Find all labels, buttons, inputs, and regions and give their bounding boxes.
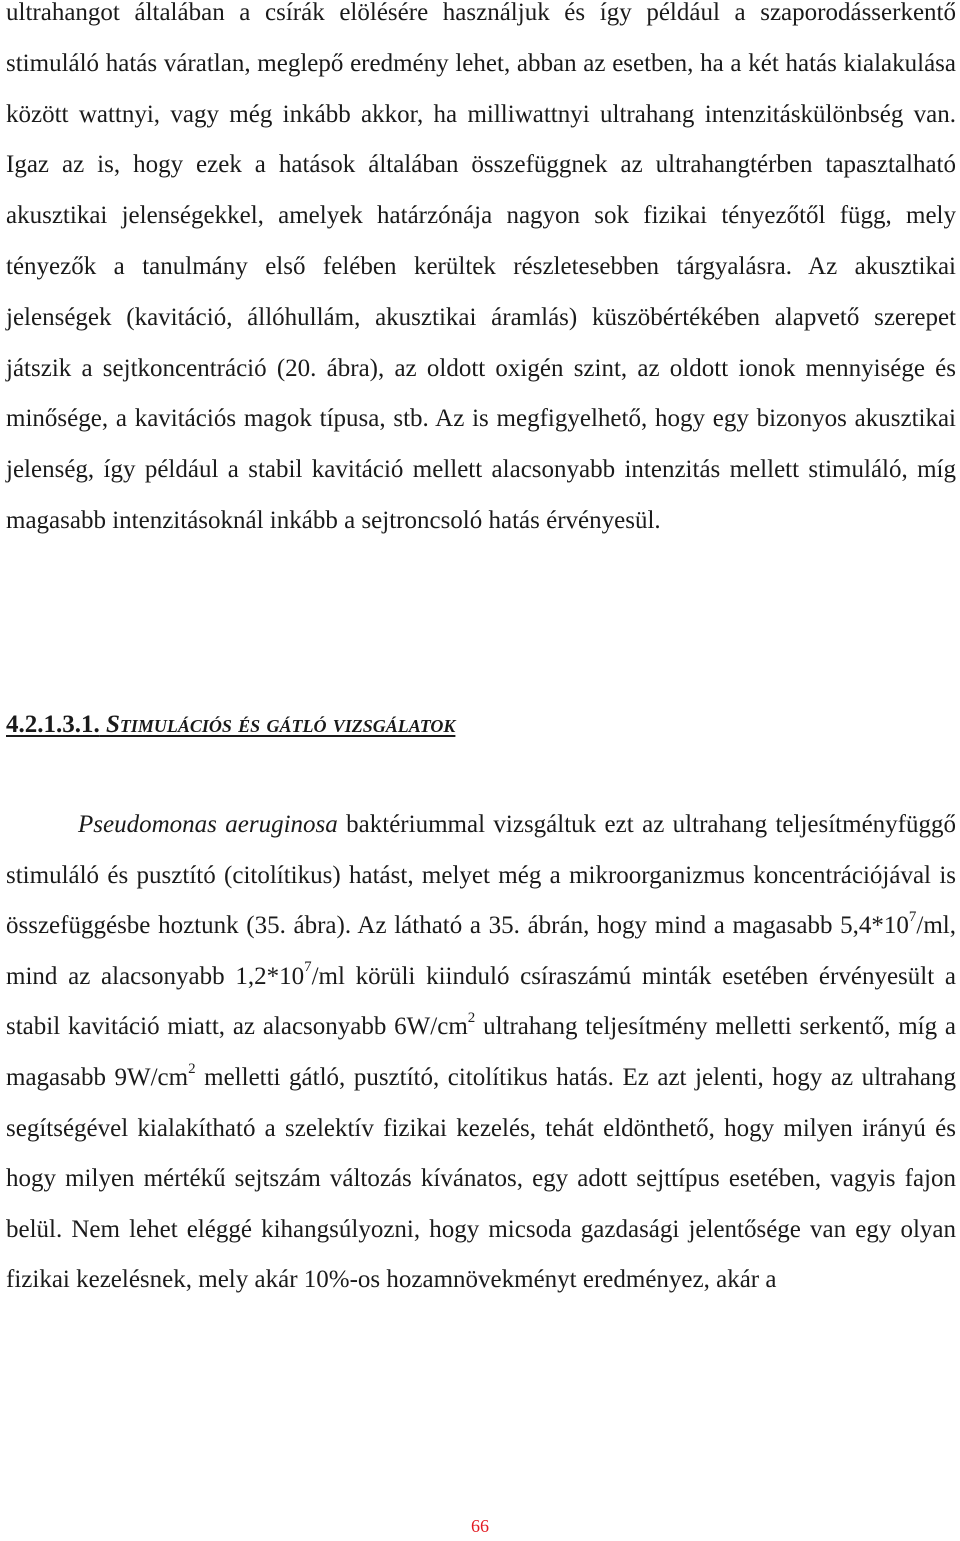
section-title: Stimulációs és gátló vizsgálatok — [106, 711, 456, 738]
exponent-4: 2 — [188, 1060, 196, 1077]
paragraph-2-text-c: /ml körüli kiinduló csíraszámú minták esetében érvényesült a stabil kavitáció miatt, az alacsonyabb 6W/cm — [6, 962, 956, 1041]
species-name: Pseudomonas aeruginosa — [78, 811, 338, 838]
paragraph-2-text-d: ultrahang teljesítmény melletti serkentő, míg a magasabb 9W/cm — [6, 1013, 956, 1091]
exponent-1: 7 — [908, 908, 917, 925]
paragraph-2-text-a: baktériummal vizsgáltuk ezt az ultrahang teljesítményfüggő stimuláló és pusztító (citolítikus) hatást, melyet még a mikroorganizmus koncentrációjával is összefüggésbe hoztunk (35. ábra). Az látható a 35. ábrán, hogy mind a magasabb 5,4*10 — [6, 811, 956, 940]
paragraph-2-text-b: /ml, mind az alacsonyabb 1,2*10 — [6, 912, 956, 990]
exponent-2: 7 — [304, 959, 312, 976]
page-number: 66 — [471, 1516, 489, 1536]
exponent-3: 2 — [467, 1010, 476, 1027]
section-number: 4.2.1.3.1. — [6, 711, 100, 738]
document-page — [6, 0, 956, 547]
body-paragraph-1: ultrahangot általában a csírák elölésére használjuk és így például a szaporodásserkentő stimuláló hatás váratlan, meglepő eredmény lehet, abban az esetben, ha a két hatás kialakulása között wattnyi, vagy még inkább akkor, ha milliwattnyi ultrahang intenzitáskülönbség van. Igaz az is, hogy ezek a hatások általában összefüggnek az ultrahangtérben tapasztalható akusztikai jelenségekkel, amelyek határzónája nagyon sok fizikai tényezőtől függ, mely tényezők a tanulmány első felében kerültek részletesebben tárgyalásra. Az akusztikai jelenségek (kavitáció, állóhullám, akusztikai áramlás) küszöbértékében alapvető szerepet játszik a sejtkoncentráció (20. ábra), az oldott oxigén szint, az oldott ionok mennyisége és minősége, a kavitációs magok típusa, stb. Az is megfigyelhető, hogy egy bizonyos akusztikai jelenség, így például a stabil kavitáció mellett alacsonyabb intenzitás mellett stimuláló, míg magasabb intenzitásoknál inkább a sejtroncsoló hatás érvényesül. — [6, 0, 956, 534]
paragraph-2-text-e: melletti gátló, pusztító, citolítikus hatás. Ez azt jelenti, hogy az ultrahang segítségével kialakítható a szelektív fizikai kezelés, tehát eldönthető, hogy milyen irányú és hogy milyen mértékű sejtszám változás kívánatos, egy adott sejttípus esetében, vagyis fajon belül. Nem lehet eléggé kihangsúlyozni, hogy micsoda gazdasági jelentősége van egy olyan fizikai kezelésnek, mely akár 10%-os hozamnövekményt eredményez, akár a — [6, 1063, 956, 1294]
section-heading — [6, 700, 455, 750]
body-paragraph-2 — [6, 800, 956, 1306]
